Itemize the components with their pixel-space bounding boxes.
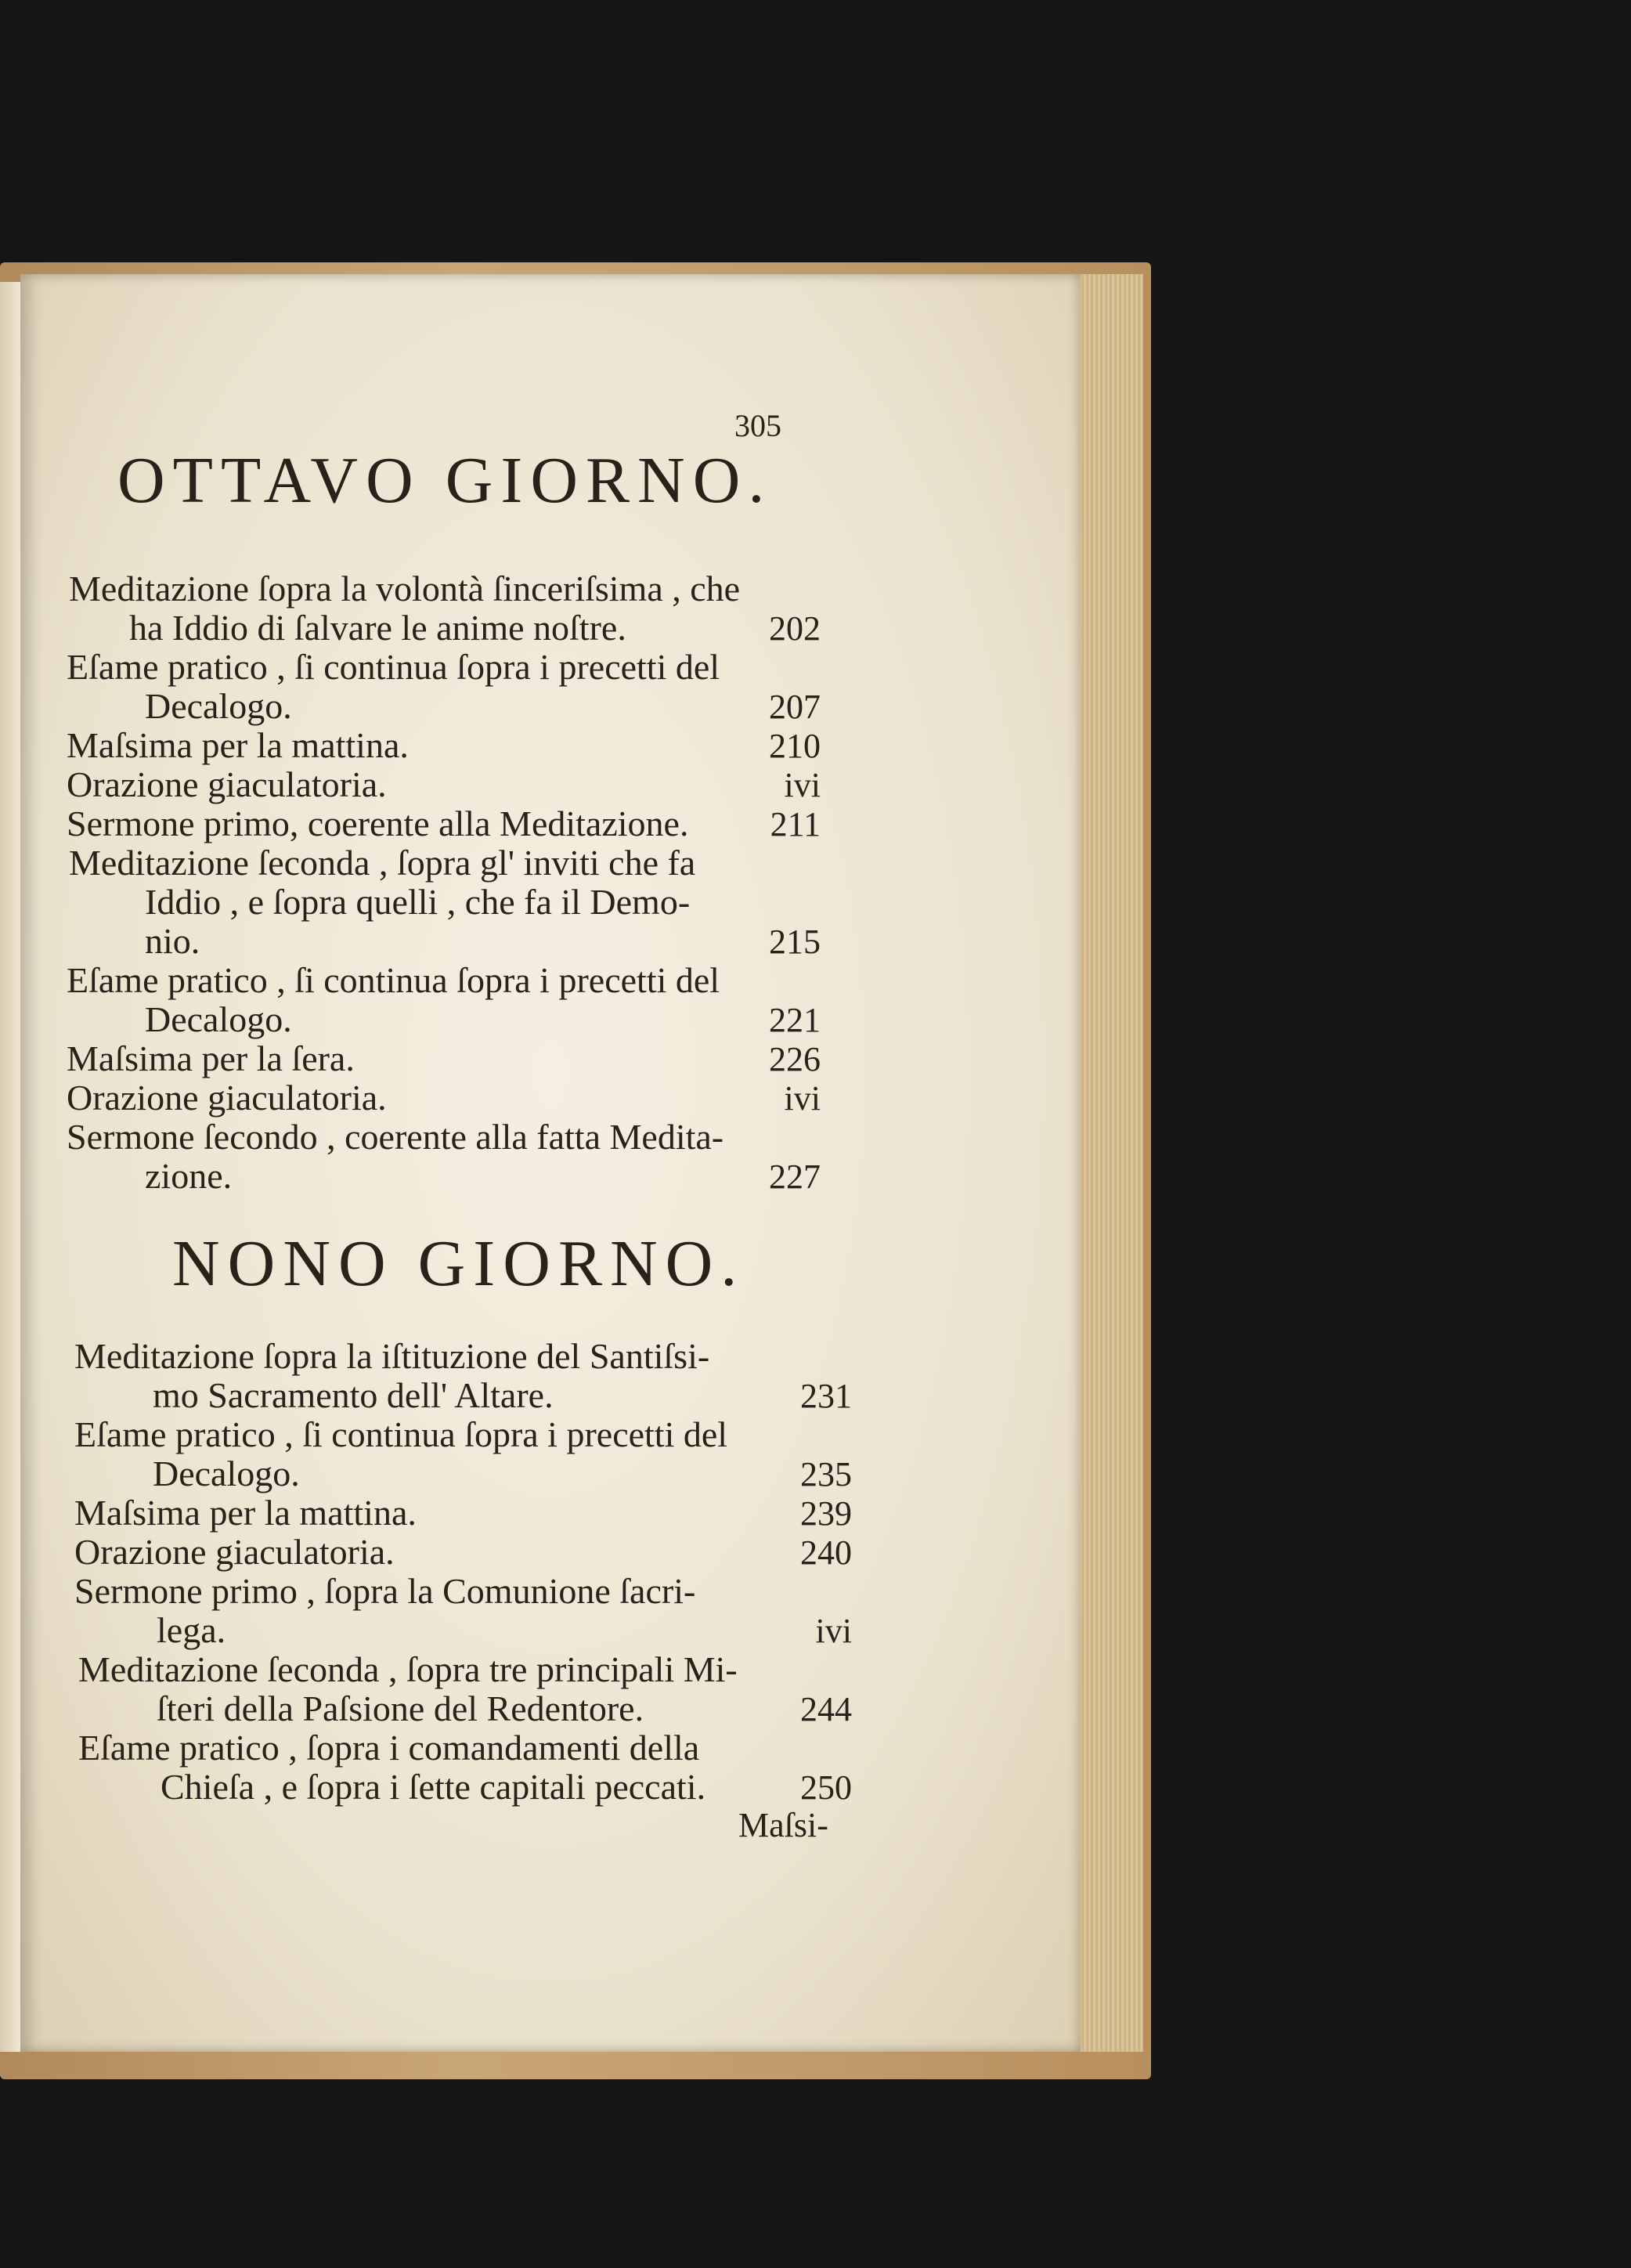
left-page-edge	[0, 282, 20, 2052]
toc-line: Decalogo.	[145, 999, 292, 1039]
toc-page: 239	[800, 1494, 852, 1533]
toc-line: Eſame pratico , ſi continua ſopra i precetti del	[67, 960, 720, 1000]
toc-line: Meditazione ſeconda , ſopra gl' inviti che fa	[69, 843, 696, 883]
toc-line: Decalogo.	[145, 686, 292, 726]
toc-page: 226	[769, 1040, 821, 1078]
toc-line: mo Sacramento dell' Altare.	[153, 1375, 554, 1415]
toc-line: Sermone primo , ſopra la Comunione ſacri-	[74, 1571, 696, 1611]
toc-line: lega.	[157, 1610, 226, 1650]
toc-page: 244	[800, 1690, 852, 1728]
toc-page: 210	[769, 727, 821, 765]
toc-line: Meditazione ſeconda , ſopra tre principali Mi-	[78, 1649, 738, 1689]
toc-line: Meditazione ſopra la volontà ſinceriſsima , che	[69, 569, 741, 609]
section-heading-nono: NONO GIORNO.	[172, 1227, 745, 1300]
toc-page: ivi	[815, 1612, 852, 1650]
toc-line: ſteri della Paſsione del Redentore.	[157, 1688, 644, 1728]
toc-line: Decalogo.	[153, 1454, 300, 1493]
toc-line: Iddio , e ſopra quelli , che fa il Demo-	[145, 882, 691, 922]
toc-line: Maſsima per la mattina.	[74, 1493, 417, 1533]
page-number: 305	[734, 408, 781, 443]
toc-page: 250	[800, 1768, 852, 1807]
catchword: Maſsi-	[738, 1806, 828, 1844]
toc-page: ivi	[784, 1079, 821, 1118]
toc-line: Eſame pratico , ſi continua ſopra i precetti del	[74, 1414, 728, 1454]
toc-page: ivi	[784, 766, 821, 804]
toc-page: 207	[769, 688, 821, 726]
toc-line: Eſame pratico , ſopra i comandamenti della	[78, 1728, 700, 1768]
page-fore-edge	[1081, 274, 1143, 2052]
toc-page: 227	[769, 1157, 821, 1196]
toc-line: ha Iddio di ſalvare le anime noſtre.	[129, 608, 626, 648]
toc-page: 231	[800, 1377, 852, 1415]
toc-page: 235	[800, 1455, 852, 1493]
toc-page: 240	[800, 1533, 852, 1572]
toc-line: Meditazione ſopra la iſtituzione del Santiſsi-	[74, 1336, 710, 1376]
toc-page: 211	[770, 805, 821, 843]
toc-line: zione.	[145, 1156, 233, 1196]
toc-line: Orazione giaculatoria.	[74, 1532, 395, 1572]
toc-line: Orazione giaculatoria.	[67, 764, 387, 804]
toc-page: 215	[769, 923, 821, 961]
toc-line: Eſame pratico , ſi continua ſopra i precetti del	[67, 647, 720, 687]
toc-page: 202	[769, 609, 821, 648]
toc-page: 221	[769, 1001, 821, 1039]
toc-line: Sermone primo, coerente alla Meditazione.	[67, 804, 689, 843]
toc-line: Maſsima per la mattina.	[67, 725, 409, 765]
toc-line: nio.	[145, 921, 200, 961]
toc-line: Maſsima per la ſera.	[67, 1038, 355, 1078]
toc-line: Sermone ſecondo , coerente alla fatta Medita-	[67, 1117, 724, 1157]
toc-line: Orazione giaculatoria.	[67, 1078, 387, 1118]
section-heading-ottavo: OTTAVO GIORNO.	[117, 444, 773, 517]
toc-line: Chieſa , e ſopra i ſette capitali peccati.	[161, 1767, 706, 1807]
